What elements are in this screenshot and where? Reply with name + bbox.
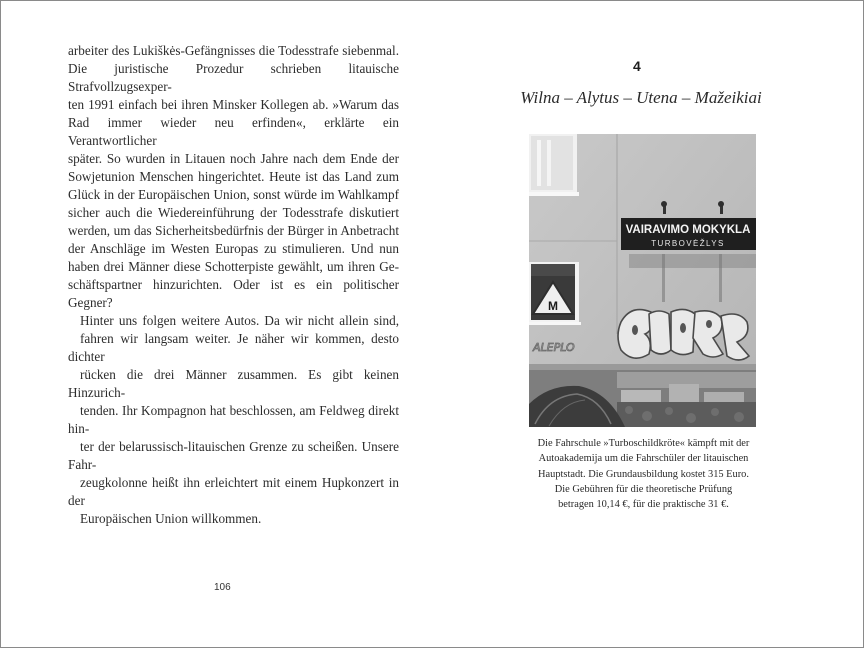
text-line: Hinter uns folgen weitere Autos. Da wir nicht allein sind, [80, 313, 399, 328]
text-line: tenden. Ihr Kompagnon hat beschlossen, am Feldweg direkt hin- [68, 403, 399, 436]
paragraph-1 [68, 42, 399, 312]
svg-text:VAIRAVIMO MOKYKLA: VAIRAVIMO MOKYKLA [625, 224, 751, 236]
chapter-number: 4 [633, 58, 641, 74]
text-line: haben drei Männer diese Schotterpiste gewählt, um ihren Ge- [68, 259, 399, 274]
text-line: werden, um das Sicherheitsbedürfnis der Bürger in Anbetracht [68, 223, 399, 238]
svg-text:TURBOVĖŽLYS: TURBOVĖŽLYS [651, 239, 725, 248]
caption-line: Die Fahrschule »Turboschildkröte« kämpft mit der [537, 438, 750, 449]
text-line: der Anschläge im Westen Europas zu stimulieren. Und nun [68, 241, 399, 256]
text-line: Sowjetunion Menschen hingerichtet. Heute ist das Land zum [68, 169, 399, 184]
text-line: Europäischen Union willkommen. [80, 511, 262, 526]
page-number: 106 [214, 582, 231, 593]
text-line: ten 1991 einfach bei ihren Minsker Kollegen ab. »Warum das [68, 97, 399, 112]
text-line: rücken die drei Männer zusammen. Es gibt keinen Hinzurich- [68, 367, 399, 400]
photo-caption [521, 436, 766, 512]
text-line: Rad immer wieder neu erfinden«, erklärte ein Verantwortlicher [68, 115, 399, 148]
chapter-title: Wilna – Alytus – Utena – Mažeikiai [520, 88, 762, 107]
photo-driving-school-wall [529, 134, 756, 427]
text-line: arbeiter des Lukiškės-Gefängnisses die Todesstrafe siebenmal. [68, 43, 399, 58]
photo-illustration [529, 134, 756, 427]
text-line: sicher auch die Wiedereinführung der Todesstrafe diskutiert [68, 205, 399, 220]
paragraph-2 [68, 312, 399, 528]
text-line: fahren wir langsam weiter. Je näher wir kommen, desto dichter [68, 331, 399, 364]
svg-text:M: M [548, 299, 558, 313]
text-line: Glück in der Europäischen Union, sonst würde im Wahlkampf [68, 187, 399, 202]
text-line: schäftspartner hinzurichten. Oder ist es ein politischer Gegner? [68, 277, 399, 310]
caption-line: Hauptstadt. Die Grundausbildung kostet 315 Euro. [538, 468, 749, 480]
left-page [68, 42, 399, 528]
text-line: Die juristische Prozedur schrieben litauische Strafvollzugsexper- [68, 61, 399, 94]
caption-line: Die Gebühren für die theoretische Prüfung [554, 483, 733, 495]
caption-line: betragen 10,14 €, für die praktische 31 €. [558, 499, 729, 511]
text-line: zeugkolonne heißt ihn erleichtert mit einem Hupkonzert in der [68, 475, 399, 508]
svg-text:ALEPLO: ALEPLO [533, 341, 575, 354]
text-line: später. So wurden in Litauen noch Jahre nach dem Ende der [68, 151, 399, 166]
text-line: ter der belarussisch-litauischen Grenze zu scheißen. Unsere Fahr- [68, 439, 399, 472]
caption-line: Autoakademija um die Fahrschüler der litauischen [538, 453, 749, 465]
